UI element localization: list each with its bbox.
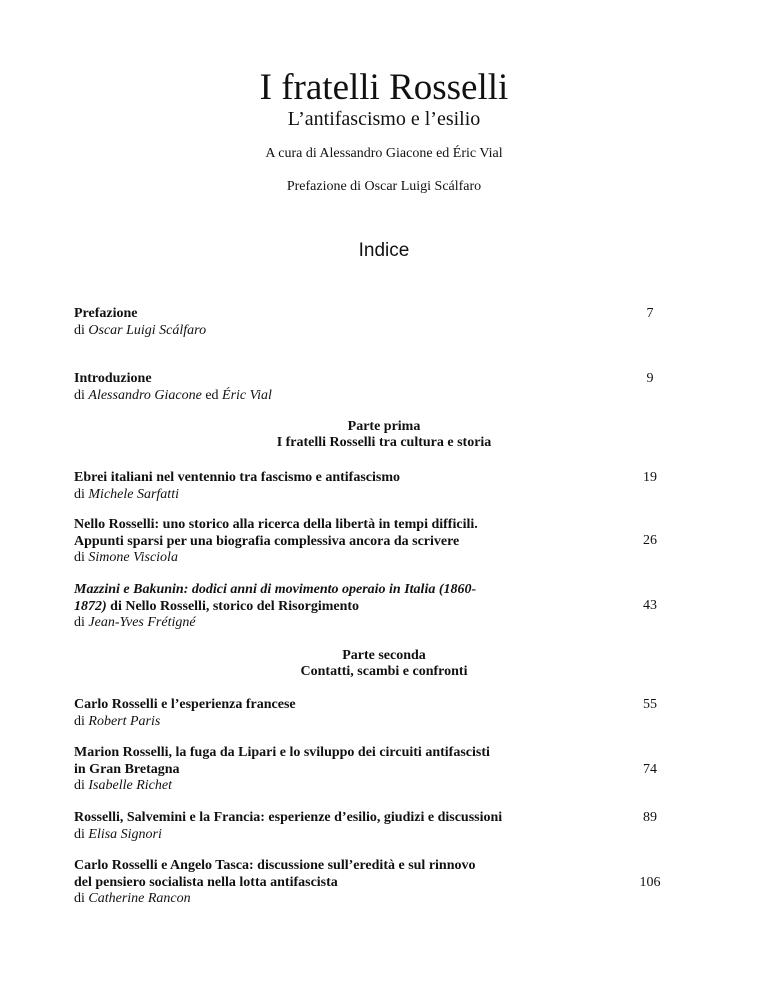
entry-title: Carlo Rosselli e Angelo Tasca: discussione sull’eredità e sul rinnovo xyxy=(74,858,476,873)
entry-title: Mazzini e Bakunin: dodici anni di movimento operaio in Italia (1860- xyxy=(74,582,477,597)
toc-entry xyxy=(74,517,564,567)
entry-title-line2: 1872) di Nello Rosselli, storico del Risorgimento xyxy=(74,598,360,614)
entry-page: 89 xyxy=(643,810,657,825)
toc-entry xyxy=(74,697,564,730)
entry-title: Ebrei italiani nel ventennio tra fascismo e antifascismo xyxy=(74,470,400,485)
entry-author: di Alessandro Giacone ed Éric Vial xyxy=(74,387,272,403)
preface-credit: Prefazione di Oscar Luigi Scálfaro xyxy=(286,179,482,194)
entry-page: 7 xyxy=(646,306,654,321)
entry-author: di Catherine Rancon xyxy=(74,891,191,906)
entry-title: Prefazione xyxy=(74,306,138,321)
editors-line: A cura di Alessandro Giacone ed Éric Vial xyxy=(265,146,503,161)
entry-title: Introduzione xyxy=(74,371,152,386)
entry-title-line2: del pensiero socialista nella lotta antifascista xyxy=(74,874,338,890)
entry-author: di Michele Sarfatti xyxy=(74,486,179,502)
book-subtitle: L’antifascismo e l’esilio xyxy=(287,108,481,130)
entry-title: Carlo Rosselli e l’esperienza francese xyxy=(74,697,296,712)
part-title: I fratelli Rosselli tra cultura e storia xyxy=(276,435,492,450)
entry-title-line2: Appunti sparsi per una biografia complessiva ancora da scrivere xyxy=(74,533,460,549)
entry-author: di Elisa Signori xyxy=(74,826,162,842)
book-title: I fratelli Rosselli xyxy=(259,67,509,108)
part-label: Parte seconda xyxy=(342,648,426,663)
entry-author: di Isabelle Richet xyxy=(74,778,172,793)
entry-page: 55 xyxy=(643,697,657,712)
part-title: Contatti, scambi e confronti xyxy=(300,664,468,679)
toc-entry xyxy=(74,745,564,795)
index-heading: Indice xyxy=(358,240,410,261)
entry-author: di Robert Paris xyxy=(74,713,161,729)
entry-page: 19 xyxy=(643,470,657,485)
entry-page: 74 xyxy=(643,762,657,777)
entry-author: di Jean-Yves Frétigné xyxy=(74,615,196,630)
entry-title: Nello Rosselli: uno storico alla ricerca della libertà in tempi difficili. xyxy=(74,517,478,532)
entry-title: Rosselli, Salvemini e la Francia: esperienze d’esilio, giudizi e discussioni xyxy=(74,810,503,825)
entry-author: di Simone Visciola xyxy=(74,550,178,565)
entry-title-line2: in Gran Bretagna xyxy=(74,761,180,777)
toc-entry xyxy=(74,582,564,632)
toc-entry xyxy=(74,810,584,843)
entry-page: 43 xyxy=(643,598,657,613)
entry-page: 106 xyxy=(639,875,661,890)
part-label: Parte prima xyxy=(347,419,421,434)
toc-entry xyxy=(74,858,564,908)
toc-entry xyxy=(74,470,564,503)
entry-page: 26 xyxy=(643,533,657,548)
entry-author: di Oscar Luigi Scálfaro xyxy=(74,322,207,338)
entry-page: 9 xyxy=(646,371,654,386)
toc-entry xyxy=(74,306,564,339)
toc-entry xyxy=(74,371,564,404)
entry-title: Marion Rosselli, la fuga da Lipari e lo sviluppo dei circuiti antifascisti xyxy=(74,745,490,760)
